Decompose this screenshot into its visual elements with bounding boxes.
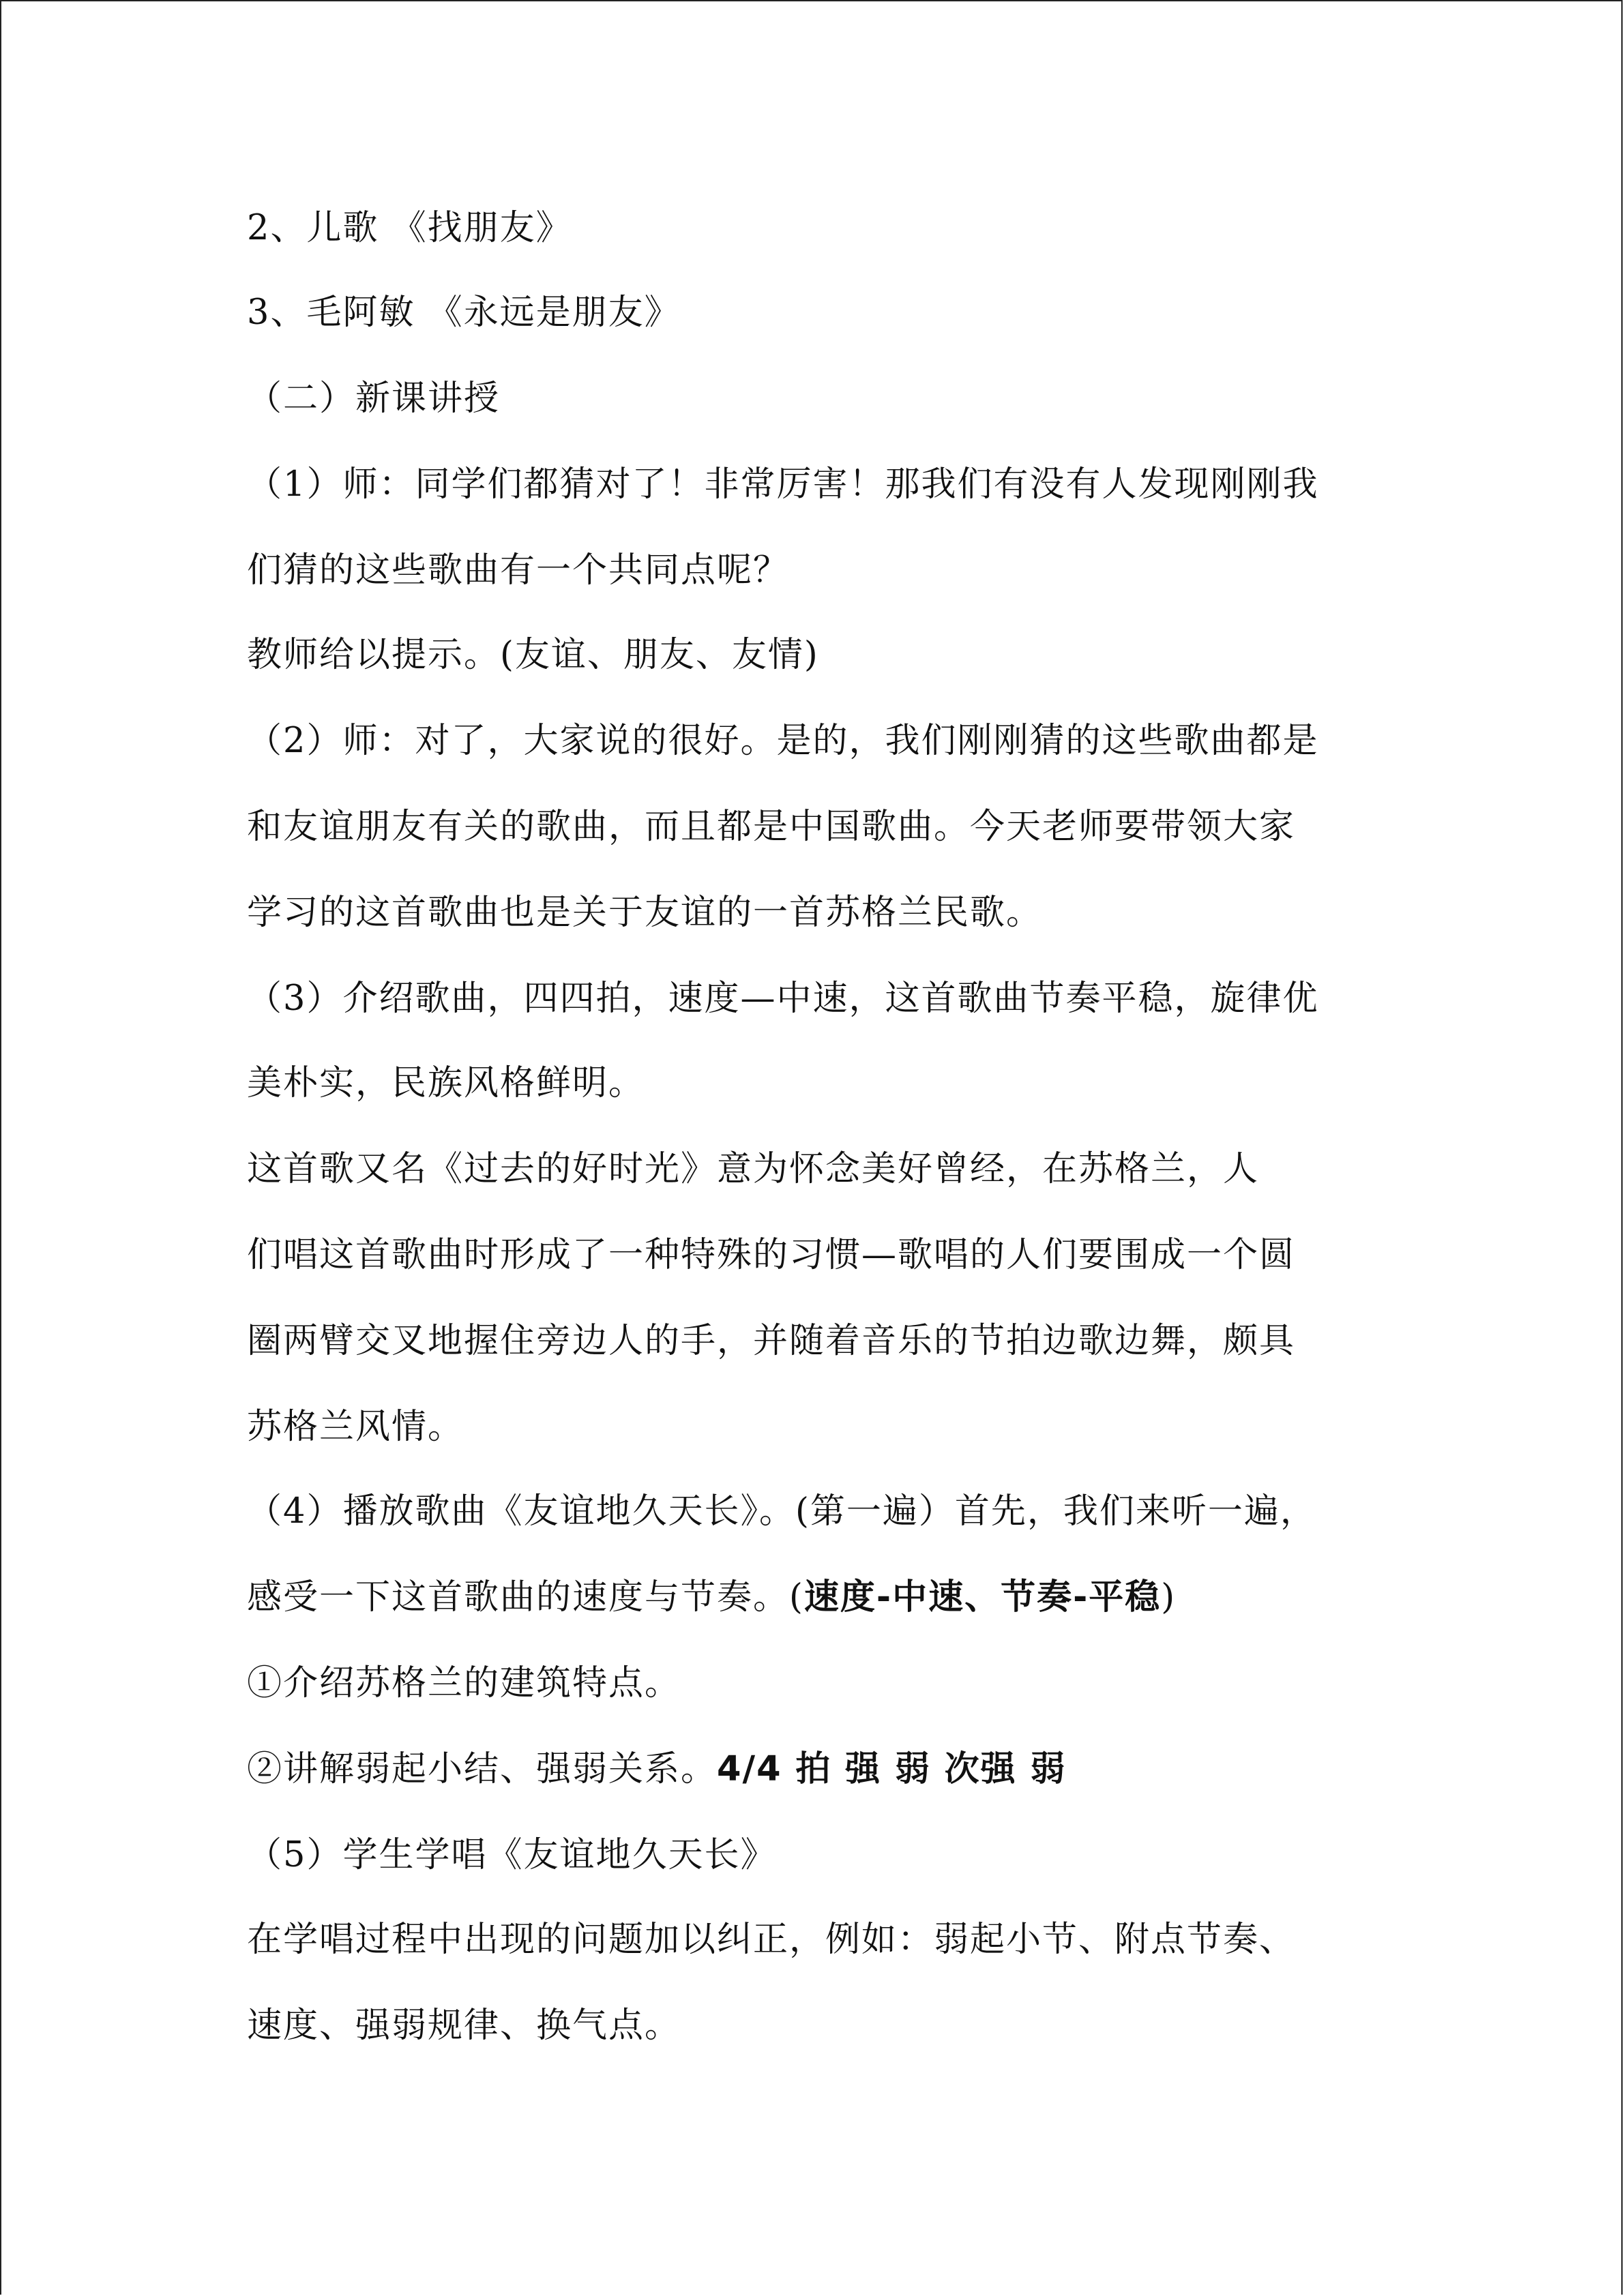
text-line: 在学唱过程中出现的问题加以纠正，例如：弱起小节、附点节奏、 <box>247 1920 1296 1960</box>
text-segment: ) <box>1161 1577 1177 1617</box>
text-line: 们唱这首歌曲时形成了一种特殊的习惯—歌唱的人们要围成一个圆 <box>247 1235 1296 1275</box>
text-line <box>247 1574 1176 1622</box>
text-line: 圈两臂交叉地握住旁边人的手，并随着音乐的节拍边歌边舞，颇具 <box>247 1321 1296 1361</box>
text-line: 教师给以提示。(友谊、朋友、友情) <box>247 635 819 675</box>
text-line: 这首歌又名《过去的好时光》意为怀念美好曾经，在苏格兰，人 <box>247 1149 1260 1189</box>
list-item: ①介绍苏格兰的建筑特点。 <box>247 1663 681 1703</box>
text-line: 们猜的这些歌曲有一个共同点呢？ <box>247 550 790 591</box>
text-line: 2、儿歌 《找朋友》 <box>247 208 572 248</box>
text-line: 美朴实，民族风格鲜明。 <box>247 1063 645 1103</box>
text-line: 和友谊朋友有关的歌曲，而且都是中国歌曲。今天老师要带领大家 <box>247 807 1296 847</box>
text-line: （3）介绍歌曲，四四拍，速度—中速，这首歌曲节奏平稳，旋律优 <box>247 979 1319 1019</box>
bold-text-segment: 速度-中速、节奏-平稳 <box>803 1577 1162 1617</box>
bold-text-segment: 4/4 拍 强 弱 次强 弱 <box>717 1749 1067 1789</box>
list-item <box>247 1746 1066 1793</box>
text-segment: 感受一下这首歌曲的速度与节奏。( <box>247 1577 804 1617</box>
text-line: （4）播放歌曲《友谊地久天长》。(第一遍）首先，我们来听一遍， <box>247 1491 1316 1532</box>
text-line: （1）师：同学们都猜对了！非常厉害！那我们有没有人发现刚刚我 <box>247 464 1319 505</box>
text-line: 3、毛阿敏 《永远是朋友》 <box>247 293 681 333</box>
text-line: 学习的这首歌曲也是关于友谊的一首苏格兰民歌。 <box>247 893 1043 933</box>
text-line: 苏格兰风情。 <box>247 1407 464 1447</box>
section-heading: （二）新课讲授 <box>247 378 501 419</box>
text-line: 速度、强弱规律、换气点。 <box>247 2006 681 2046</box>
text-segment: ②讲解弱起小结、强弱关系。 <box>247 1749 718 1789</box>
text-line: （2）师：对了，大家说的很好。是的，我们刚刚猜的这些歌曲都是 <box>247 721 1319 761</box>
text-line: （5）学生学唱《友谊地久天长》 <box>247 1835 777 1875</box>
